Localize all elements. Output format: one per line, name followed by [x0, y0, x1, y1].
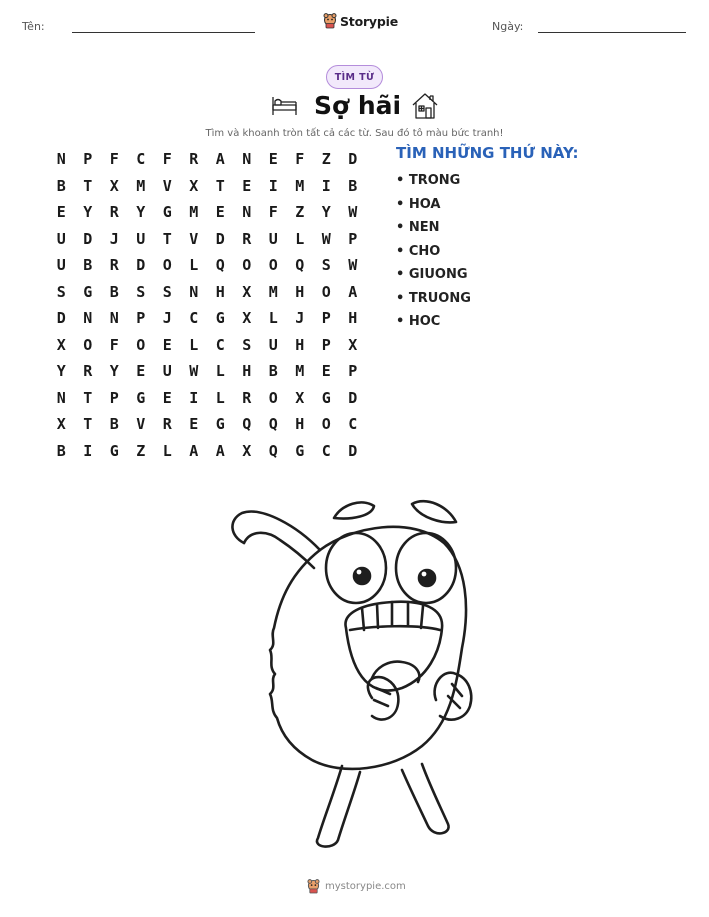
grid-cell[interactable]: H	[242, 362, 252, 381]
grid-cell[interactable]: H	[295, 282, 305, 301]
word-list-item: • NEN	[396, 220, 440, 235]
grid-cell[interactable]: P	[321, 335, 331, 354]
word-list-item: • TRONG	[396, 173, 461, 188]
grid-cell[interactable]: G	[162, 203, 172, 222]
grid-cell[interactable]: Y	[83, 203, 93, 222]
grid-cell[interactable]: A	[215, 150, 225, 169]
grid-cell[interactable]: M	[295, 362, 305, 381]
footer	[307, 879, 406, 894]
grid-cell[interactable]: Z	[321, 150, 331, 169]
grid-cell[interactable]: B	[83, 256, 93, 275]
grid-cell[interactable]: B	[109, 415, 119, 434]
grid-cell[interactable]: G	[215, 415, 225, 434]
grid-cell[interactable]: S	[56, 282, 66, 301]
grid-cell[interactable]: S	[162, 282, 172, 301]
grid-cell[interactable]: N	[83, 309, 93, 328]
grid-cell[interactable]: I	[321, 176, 331, 195]
house-icon	[410, 91, 440, 121]
date-line[interactable]	[538, 32, 686, 33]
grid-cell[interactable]: U	[162, 362, 172, 381]
grid-cell[interactable]: X	[295, 388, 305, 407]
activity-badge: TÌM TỪ	[326, 65, 383, 89]
word-list-item: • GIUONG	[396, 267, 468, 282]
grid-cell[interactable]: T	[215, 176, 225, 195]
grid-cell[interactable]: E	[136, 362, 146, 381]
grid-cell[interactable]: U	[136, 229, 146, 248]
grid-cell[interactable]: J	[162, 309, 172, 328]
grid-cell[interactable]: N	[56, 150, 66, 169]
grid-cell[interactable]: M	[189, 203, 199, 222]
name-line[interactable]	[72, 32, 255, 33]
grid-cell[interactable]: D	[56, 309, 66, 328]
grid-cell[interactable]: X	[56, 335, 66, 354]
grid-cell[interactable]: B	[56, 176, 66, 195]
instructions: Tìm và khoanh tròn tất cả các từ. Sau đó tô màu bức tranh!	[205, 128, 504, 139]
grid-cell[interactable]: C	[136, 150, 146, 169]
grid-cell[interactable]: L	[189, 256, 199, 275]
grid-cell[interactable]: F	[295, 150, 305, 169]
grid-cell[interactable]: Y	[321, 203, 331, 222]
word-list	[396, 171, 471, 336]
word-search-grid[interactable]	[48, 146, 366, 464]
grid-cell[interactable]: I	[268, 176, 278, 195]
grid-cell[interactable]: F	[109, 150, 119, 169]
brand-name: Storypie	[340, 13, 398, 29]
grid-cell[interactable]: E	[215, 203, 225, 222]
grid-cell[interactable]: Q	[215, 256, 225, 275]
grid-cell[interactable]: D	[83, 229, 93, 248]
grid-cell[interactable]: C	[189, 309, 199, 328]
grid-cell[interactable]: N	[189, 282, 199, 301]
grid-cell[interactable]: G	[321, 388, 331, 407]
grid-cell[interactable]: X	[56, 415, 66, 434]
grid-cell[interactable]: Q	[268, 441, 278, 460]
brand-logo	[323, 13, 398, 29]
grid-cell[interactable]: S	[136, 282, 146, 301]
storypie-mascot-icon	[307, 879, 320, 894]
grid-cell[interactable]: O	[321, 415, 331, 434]
grid-cell[interactable]: N	[242, 150, 252, 169]
grid-cell[interactable]: B	[348, 176, 358, 195]
grid-cell[interactable]: F	[109, 335, 119, 354]
grid-cell[interactable]: P	[83, 150, 93, 169]
grid-cell[interactable]: U	[56, 256, 66, 275]
grid-cell[interactable]: R	[162, 415, 172, 434]
grid-cell[interactable]: X	[242, 309, 252, 328]
grid-cell[interactable]: R	[189, 150, 199, 169]
grid-cell[interactable]: Q	[242, 415, 252, 434]
grid-cell[interactable]: J	[109, 229, 119, 248]
grid-cell[interactable]: G	[136, 388, 146, 407]
grid-cell[interactable]: M	[136, 176, 146, 195]
date-label: Ngày:	[492, 20, 524, 33]
grid-cell[interactable]: M	[295, 176, 305, 195]
grid-cell[interactable]: H	[295, 335, 305, 354]
grid-cell[interactable]: L	[295, 229, 305, 248]
grid-cell[interactable]: O	[136, 335, 146, 354]
grid-cell[interactable]: R	[242, 388, 252, 407]
grid-cell[interactable]: P	[348, 229, 358, 248]
grid-cell[interactable]: T	[83, 415, 93, 434]
grid-cell[interactable]: A	[189, 441, 199, 460]
grid-cell[interactable]: W	[189, 362, 199, 381]
grid-cell[interactable]: W	[348, 203, 358, 222]
grid-cell[interactable]: O	[242, 256, 252, 275]
grid-cell[interactable]: Y	[109, 362, 119, 381]
grid-cell[interactable]: X	[242, 282, 252, 301]
grid-cell[interactable]: D	[348, 388, 358, 407]
grid-cell[interactable]: X	[348, 335, 358, 354]
grid-cell[interactable]: N	[109, 309, 119, 328]
grid-cell[interactable]: Q	[268, 415, 278, 434]
grid-cell[interactable]: L	[162, 441, 172, 460]
grid-cell[interactable]: B	[56, 441, 66, 460]
grid-cell[interactable]: T	[83, 176, 93, 195]
word-list-item: • HOA	[396, 196, 441, 212]
grid-cell[interactable]: T	[162, 229, 172, 248]
grid-cell[interactable]: L	[215, 362, 225, 381]
grid-cell[interactable]: N	[242, 203, 252, 222]
grid-cell[interactable]: O	[268, 388, 278, 407]
grid-cell[interactable]: Z	[136, 441, 146, 460]
grid-cell[interactable]: O	[162, 256, 172, 275]
grid-cell[interactable]: L	[189, 335, 199, 354]
grid-cell[interactable]: R	[109, 256, 119, 275]
grid-cell[interactable]: R	[83, 362, 93, 381]
footer-url: mystorypie.com	[325, 881, 406, 892]
grid-cell[interactable]: S	[242, 335, 252, 354]
grid-cell[interactable]: C	[215, 335, 225, 354]
grid-cell[interactable]: A	[348, 282, 358, 301]
grid-cell[interactable]: Y	[56, 362, 66, 381]
grid-cell[interactable]: E	[321, 362, 331, 381]
grid-cell[interactable]: I	[189, 388, 199, 407]
grid-cell[interactable]: U	[268, 335, 278, 354]
grid-cell[interactable]: E	[268, 150, 278, 169]
grid-cell[interactable]: H	[215, 282, 225, 301]
grid-cell[interactable]: V	[136, 415, 146, 434]
name-label: Tên:	[22, 20, 45, 33]
grid-cell[interactable]: P	[136, 309, 146, 328]
grid-cell[interactable]: W	[348, 256, 358, 275]
bed-icon	[270, 93, 300, 117]
grid-cell[interactable]: X	[189, 176, 199, 195]
grid-cell[interactable]: A	[215, 441, 225, 460]
grid-cell[interactable]: G	[83, 282, 93, 301]
grid-cell[interactable]: C	[348, 415, 358, 434]
grid-cell[interactable]: P	[109, 388, 119, 407]
grid-cell[interactable]: C	[321, 441, 331, 460]
word-list-item: • TRUONG	[396, 290, 471, 306]
grid-cell[interactable]: I	[83, 441, 93, 460]
grid-cell[interactable]: H	[348, 309, 358, 328]
grid-cell[interactable]: E	[162, 388, 172, 407]
grid-cell[interactable]: X	[109, 176, 119, 195]
grid-cell[interactable]: L	[215, 388, 225, 407]
storypie-mascot-icon	[323, 13, 337, 29]
grid-cell[interactable]: M	[268, 282, 278, 301]
grid-cell[interactable]: H	[295, 415, 305, 434]
grid-cell[interactable]: U	[56, 229, 66, 248]
grid-cell[interactable]: R	[109, 203, 119, 222]
grid-cell[interactable]: E	[189, 415, 199, 434]
word-list-item: • CHO	[396, 243, 441, 259]
grid-cell[interactable]: G	[215, 309, 225, 328]
grid-cell[interactable]: W	[321, 229, 331, 248]
grid-cell[interactable]: G	[295, 441, 305, 460]
grid-cell[interactable]: Q	[295, 256, 305, 275]
grid-cell[interactable]: P	[321, 309, 331, 328]
grid-cell[interactable]: O	[83, 335, 93, 354]
grid-cell[interactable]: E	[162, 335, 172, 354]
grid-cell[interactable]: Z	[295, 203, 305, 222]
grid-cell[interactable]: J	[295, 309, 305, 328]
grid-cell[interactable]: B	[268, 362, 278, 381]
grid-cell[interactable]: U	[268, 229, 278, 248]
grid-cell[interactable]: N	[56, 388, 66, 407]
scared-monster-illustration	[222, 488, 492, 858]
grid-cell[interactable]: R	[242, 229, 252, 248]
grid-cell[interactable]: D	[348, 441, 358, 460]
grid-cell[interactable]: F	[268, 203, 278, 222]
grid-cell[interactable]: S	[321, 256, 331, 275]
grid-cell[interactable]: E	[242, 176, 252, 195]
grid-cell[interactable]: P	[348, 362, 358, 381]
grid-cell[interactable]: D	[348, 150, 358, 169]
page-title: Sợ hãi	[314, 91, 402, 120]
grid-cell[interactable]: E	[56, 203, 66, 222]
word-list-title: TÌM NHỮNG THỨ NÀY:	[396, 144, 579, 162]
grid-cell[interactable]: V	[189, 229, 199, 248]
grid-cell[interactable]: T	[83, 388, 93, 407]
grid-cell[interactable]: X	[242, 441, 252, 460]
grid-cell[interactable]: B	[109, 282, 119, 301]
grid-cell[interactable]: O	[268, 256, 278, 275]
grid-cell[interactable]: Y	[136, 203, 146, 222]
word-list-item: • HOC	[396, 314, 441, 329]
grid-cell[interactable]: V	[162, 176, 172, 195]
grid-cell[interactable]: O	[321, 282, 331, 301]
grid-cell[interactable]: L	[268, 309, 278, 328]
grid-cell[interactable]: D	[136, 256, 146, 275]
grid-cell[interactable]: G	[109, 441, 119, 460]
grid-cell[interactable]: D	[215, 229, 225, 248]
grid-cell[interactable]: F	[162, 150, 172, 169]
